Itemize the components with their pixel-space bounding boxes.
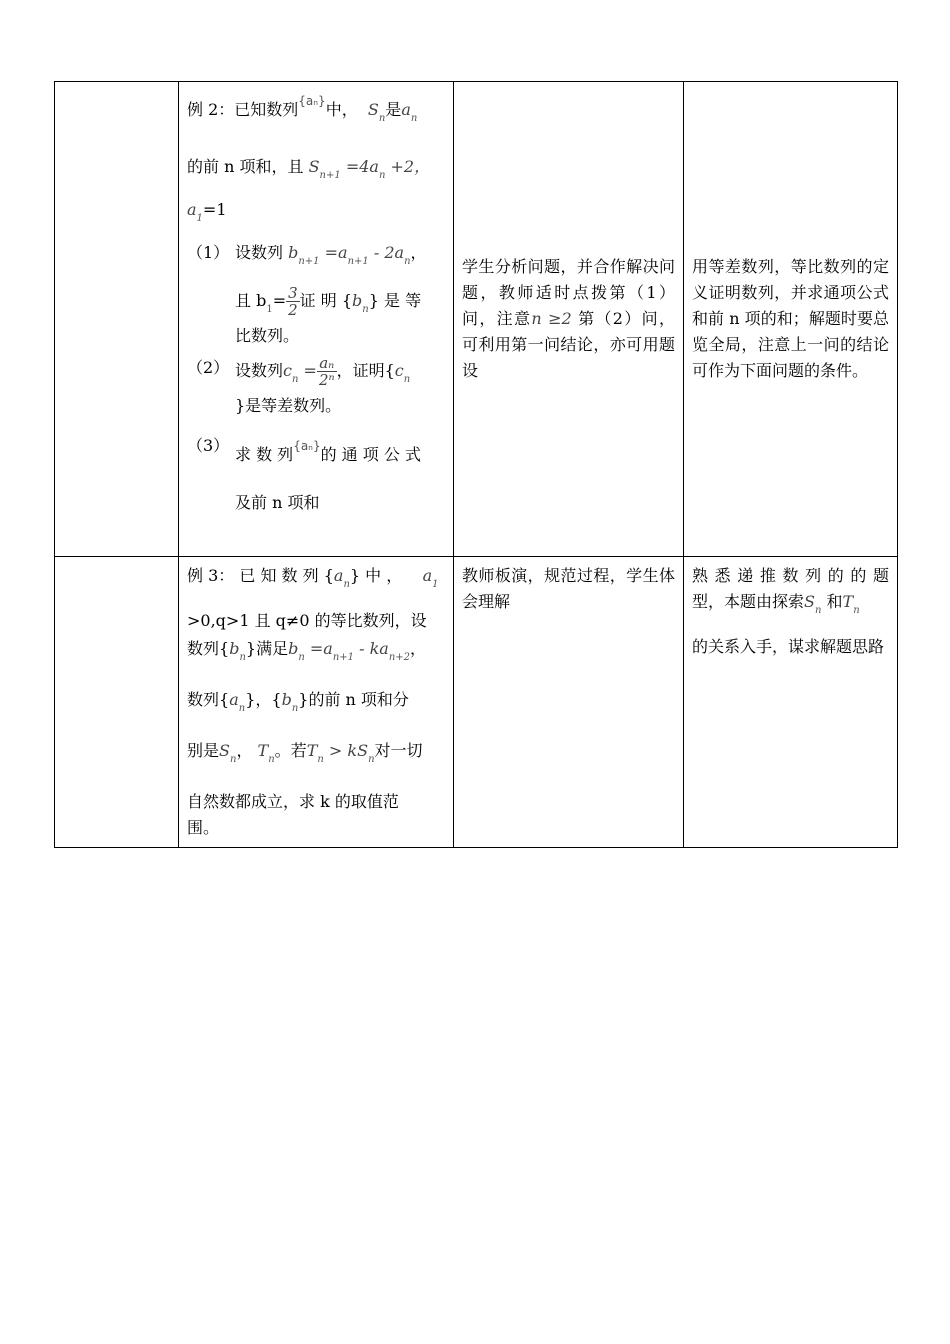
stage-cell <box>55 557 179 848</box>
ex2-part1-line3: 比数列。 <box>235 326 300 345</box>
lesson-table <box>54 81 898 848</box>
ex2-line2: 的前 n 项和，且 $S_{n+1} =4a_n +2$， <box>187 157 431 181</box>
example-2-cell <box>179 82 454 557</box>
activity-cell-3: 教师板演，规范过程，学生体会理解 <box>454 557 684 848</box>
ex3-line2: >0,q>1 且 q≠0 的等比数列，设 <box>187 611 427 630</box>
example-3-cell <box>179 557 454 848</box>
ex3-line7: 围。 <box>187 818 220 837</box>
ex2-part3: （3） 求 数 列$^{\{a_n\}}$的 通 项 公 式 <box>187 436 421 464</box>
seq-symbol: {aₙ} <box>298 94 326 108</box>
ex3-line4: 数列$\{a_n\}$，$\{b_n\}$的前 n 项和分 <box>187 690 409 714</box>
ex3-line1: 例 3： 已 知 数 列 $\{a_n\}$ 中 ， $a_1$ <box>187 566 439 590</box>
ex2-part2-line2: }是等差数列。 <box>235 396 342 415</box>
design-cell-2: 用等差数列，等比数列的定义证明数列，并求通项公式和前 n 项的和；解题时要总览全局，注意上一问的结论可作为下面问题的条件。 <box>684 82 898 557</box>
stage-cell <box>55 82 179 557</box>
ex3-line3: 数列$\{b_n\}$满足$b_n =a_{n+1} - ka_{n+2}$， <box>187 639 427 663</box>
ex3-line5: 别是$S_n$， $T_n$。若$T_n > kS_n$对一切 <box>187 741 423 765</box>
ex2-line1: 例 2：已知数列$^{\{a_n\}}$中， $S_n$是$a_n$ <box>187 94 418 124</box>
ex3-line6: 自然数都成立，求 k 的取值范 <box>187 792 399 811</box>
ex2-part1-line2: 且 $b_1=$ $\frac{3}{2}$ 证 明 $\{b_n\}$ 是 等 <box>235 284 422 319</box>
fraction-an-over-2n: $\frac{\text{aₙ}}{\text{2ⁿ}}$ <box>318 354 335 389</box>
ex2-part2: （2） 设数列$c_n$ = $\frac{\text{aₙ}}{\text{2ⁿ}}$ ，证明{$c_n$ <box>187 354 411 389</box>
ex2-part1: （1） 设数列 $b_{n+1} =a_{n+1} - 2a_n$， <box>187 243 427 267</box>
design-cell-3: 熟 悉 递 推 数 列 的 的 题 型，本题由探索$S_n$ 和$T_n$ 的关系入手，谋求解题思路 <box>684 557 898 848</box>
seq-symbol: {aₙ} <box>293 439 321 453</box>
table-row <box>55 82 898 557</box>
ex2-part3-line2: 及前 n 项和 <box>235 493 320 512</box>
table-row <box>55 557 898 848</box>
ex2-line3: $a_1=1$ <box>187 200 227 224</box>
fraction-three-halves: $\frac{3}{2}$ <box>288 284 298 319</box>
activity-cell-2: 学生分析问题，并合作解决问题，教师适时点拨第（1）问，注意n ≥2 第（2）问，可利用第一问结论，亦可用题设 <box>454 82 684 557</box>
